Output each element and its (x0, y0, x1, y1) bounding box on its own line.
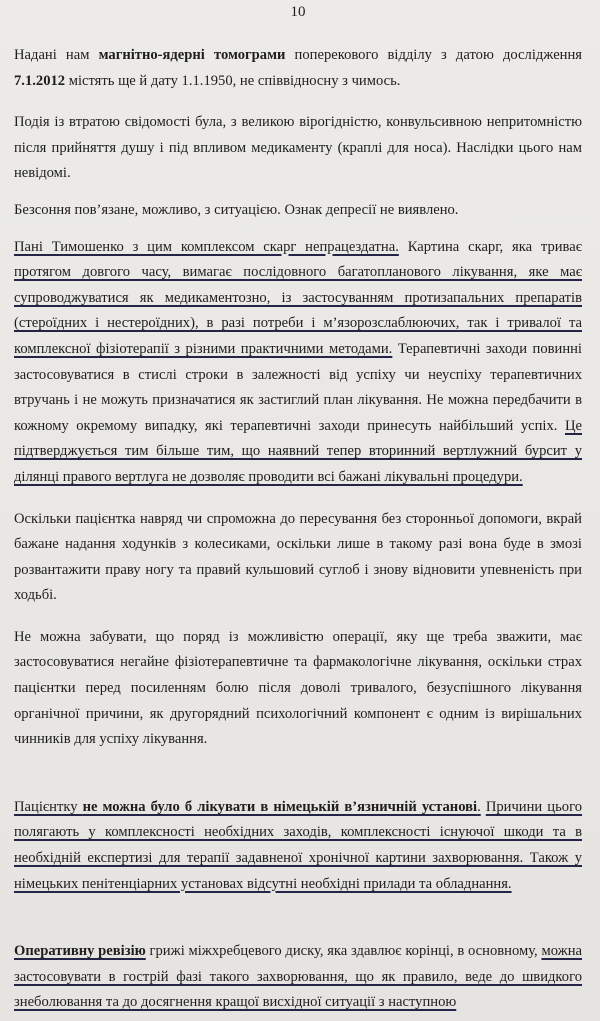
paragraph-complaints: Пані Тимошенко з цим комплексом скарг непрацездатна. Картина скарг, яка триває протягом довгого часу, вимагає послідовного багатопланового лікування, яке має супроводжуватися як медикаментозно, із застосуванням протизапальних препаратів (стероїдних і нестероїдних), в разі потреби і м’язорозслаблюючих, так і тривалої та комплексної фізіотерапії з різними практичними методами. Терапевтичні заходи повинні застосовуватися в стислі строки в залежності від успіху чи неуспіху терапевтичних втручань і не можуть призначатися як застиглий план лікування. Не можна передбачити в кожному окремому випадку, які терапевтичні заходи принесуть найбільший успіх. Це підтверджується тим більше тим, що наявний тепер вторинний вертлужний бурсит у ділянці правого вертлуга не дозволяє проводити всі бажані лікувальні процедури. (14, 238, 582, 485)
paragraph-operative-revision: Оперативну ревізію грижі міжхребцевого диску, яка здавлює корінці, в основному, можна застосовувати в гострій фазі такого захворювання, що як правило, веде до швидкого знеболювання та до досягнення кращої висхідної ситуації з наступною (14, 943, 582, 1011)
paragraph-prison-institution: Пацієнтку не можна було б лікувати в німецькій в’язничній установі. Причини цього полягають у комплексності необхідних заходів, комплексності існуючої шкоди та в необхідній експертизі для терапії задавненої хронічної картини захворювання. Також у німецьких пенітенціарних установах відсутні необхідні прилади та обладнання. (14, 798, 582, 892)
paragraph-treatment: Не можна забувати, що поряд із можливістю операції, яку ще треба зважити, має застосовуватися негайне фізіотерапевтичне та фармакологічне лікування, оскільки страх пацієнтки перед посиленням болю після доволі тривалого, безуспішного лікування органічної причини, як другорядний психологічний компонент є одним із вирішальних чинників для успіху лікування. (14, 628, 582, 748)
paragraph-walker: Оскільки пацієнтка навряд чи спроможна до пересування без сторонньої допомоги, вкрай бажане надання ходунків з колесиками, оскільки лише в такому разі вона буде в змозі розвантажити праву ногу та правий кульшовий суглоб і знову відновити упевненість при ходьбі. (14, 510, 582, 604)
paragraph-tomograms: Надані нам магнітно-ядерні томограми поперекового відділу з датою дослідження 7.1.2012 містять ще й дату 1.1.1950, не співвідносну з чимось. (14, 47, 582, 89)
paragraph-loss-of-consciousness: Подія із втратою свідомості була, з великою вірогідністю, конвульсивною непритомністю після прийняття душу і під впливом медикаменту (краплі для носа). Наслідки цього нам невідомі. (14, 114, 582, 182)
paragraph-insomnia: Безсоння пов’язане, можливо, з ситуацією. Ознак депресії не виявлено. (14, 201, 459, 218)
page-number: 10 (290, 4, 306, 20)
